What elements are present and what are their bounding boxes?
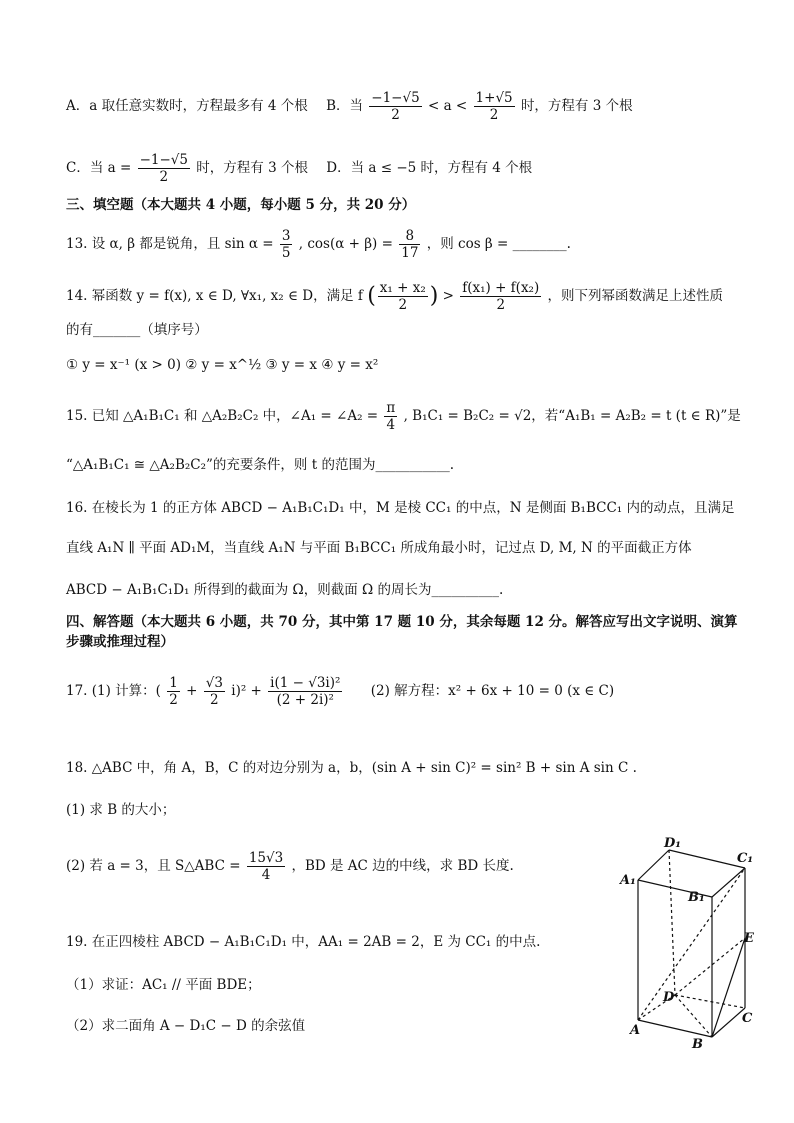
option-a-b-line xyxy=(66,90,633,123)
question-18-part2: (2) 若 a = 3，且 S△ABC = $\frac{15√3}{4}$ ，BD 是 AC 边的中线，求 BD 长度. xyxy=(66,850,514,883)
option-b-suffix: 时，方程有 3 个根 xyxy=(520,98,633,114)
edge-d1-d xyxy=(669,850,675,995)
edge-d-c xyxy=(675,995,745,1008)
prism-figure xyxy=(612,832,762,1052)
q18-frac: $\frac{15√3}{4}$ xyxy=(248,850,284,883)
q17-frac1: $\frac{1}{2}$ xyxy=(169,675,178,708)
q17-frac2: $\frac{√3}{2}$ xyxy=(205,675,223,708)
question-14-choices: ① y = x⁻¹ (x > 0) ② y = x^½ ③ y = x ④ y = x² xyxy=(66,357,379,373)
label-b: B xyxy=(692,1037,703,1052)
section-4-title-line2: 步骤或推理过程） xyxy=(66,634,174,650)
question-14-line2: 的有_______（填序号） xyxy=(66,322,208,338)
question-16-line2: 直线 A₁N ∥ 平面 AD₁M，当直线 A₁N 与平面 B₁BCC₁ 所成角最小时，记过点 D, M, N 的平面截正方体 xyxy=(66,540,692,556)
option-c-expr: a = xyxy=(107,160,132,176)
option-b-prefix: B．当 xyxy=(326,98,363,114)
label-e: E xyxy=(744,931,754,946)
edge-c1-b1 xyxy=(712,868,745,897)
edge-d1-c1 xyxy=(669,850,745,868)
question-18-line1: 18. △ABC 中，角 A，B，C 的对边分别为 a，b，(sin A + sin C)² = sin² B + sin A sin C . xyxy=(66,760,637,776)
q15-frac: $\frac{\pi}{4}$ xyxy=(386,400,396,433)
question-18-line2: (1) 求 B 的大小； xyxy=(66,802,176,818)
question-19-line3: （2）求二面角 A − D₁C − D 的余弦值 xyxy=(66,1018,306,1034)
section-4-title-line1: 四、解答题（本大题共 6 小题，共 70 分，其中第 17 题 10 分，其余每题 12 分。解答应写出文字说明、演算 xyxy=(66,614,738,630)
edge-d-e xyxy=(675,938,745,995)
option-b-frac2: $\frac{1+√5}{2}$ xyxy=(475,90,513,123)
option-c-prefix: C．当 xyxy=(66,160,104,176)
label-d: D xyxy=(663,990,675,1005)
q13-frac1: $\frac{3}{5}$ xyxy=(281,228,291,261)
option-b-frac1: $\frac{-1-√5}{2}$ xyxy=(371,90,420,123)
label-a1: A₁ xyxy=(620,873,636,888)
question-19-line1: 19. 在正四棱柱 ABCD − A₁B₁C₁D₁ 中，AA₁ = 2AB = 2，E 为 CC₁ 的中点. xyxy=(66,934,541,950)
option-b-mid: < a < xyxy=(427,98,468,114)
option-d: D．当 a ≤ −5 时，方程有 4 个根 xyxy=(326,160,533,176)
question-15: 15. 已知 △A₁B₁C₁ 和 △A₂B₂C₂ 中，∠A₁ = ∠A₂ = $\frac{\pi}{4}$ , B₁C₁ = B₂C₂ = √2，若“A₁B₁ = A₂B₂ = t (t ∈ R)”是 xyxy=(66,400,741,433)
option-c-d-line xyxy=(66,152,532,185)
option-c-suffix: 时，方程有 3 个根 xyxy=(196,160,308,176)
q14-frac2: $\frac{\text{f(x₁) + f(x₂)}}{2}$ xyxy=(462,280,540,313)
edge-a1-d1 xyxy=(638,850,669,880)
section-3-title: 三、填空题（本大题共 4 小题，每小题 5 分，共 20 分） xyxy=(66,197,416,213)
option-c-frac: $\frac{-1-√5}{2}$ xyxy=(139,152,188,185)
option-a: A．a 取任意实数时，方程最多有 4 个根 xyxy=(66,98,308,114)
q17-frac3: $\frac{\text{i(1 − √3i)²}}{\text{(2 + 2i)²}}$ xyxy=(270,675,341,708)
label-c1: C₁ xyxy=(737,851,754,866)
question-17: 17. (1) 计算：( $\frac{1}{2}$ + $\frac{√3}{2}$ i)² + $\frac{\text{i(1 − √3i)²}}{\text{(2 + 2i)²}}$ (2) 解方程：x² + 6x + 10 = 0 (x ∈ C) xyxy=(66,675,615,708)
label-d1: D₁ xyxy=(664,836,681,851)
question-14: 14. 幂函数 y = f(x), x ∈ D, ∀x₁, x₂ ∈ D，满足 f ( $\frac{\text{x₁ + x₂}}{2}$ ) > $\frac{\text{f(x₁) + f(x₂)}}{2}$ ，则下列幂函数满足上述性质 xyxy=(66,280,724,313)
label-c: C xyxy=(742,1011,753,1026)
label-a: A xyxy=(630,1023,641,1038)
question-19-line2: （1）求证：AC₁ // 平面 BDE； xyxy=(66,977,261,993)
question-13: 13. 设 α, β 都是锐角，且 sin α = $\frac{3}{5}$ , cos(α + β) = $\frac{8}{17}$ ，则 cos β = ________. xyxy=(66,228,571,261)
question-16-line3: ABCD − A₁B₁C₁D₁ 所得到的截面为 Ω，则截面 Ω 的周长为__________. xyxy=(66,582,504,598)
q13-frac2: $\frac{8}{17}$ xyxy=(401,228,419,261)
edge-a-b xyxy=(638,1020,712,1037)
question-16-line1: 16. 在棱长为 1 的正方体 ABCD − A₁B₁C₁D₁ 中，M 是棱 CC₁ 的中点，N 是侧面 B₁BCC₁ 内的动点，且满足 xyxy=(66,500,735,516)
label-b1: B₁ xyxy=(688,890,705,905)
q14-frac1: $\frac{\text{x₁ + x₂}}{2}$ xyxy=(379,280,426,313)
question-15-line2: “△A₁B₁C₁ ≅ △A₂B₂C₂”的充要条件，则 t 的范围为___________. xyxy=(66,457,454,473)
